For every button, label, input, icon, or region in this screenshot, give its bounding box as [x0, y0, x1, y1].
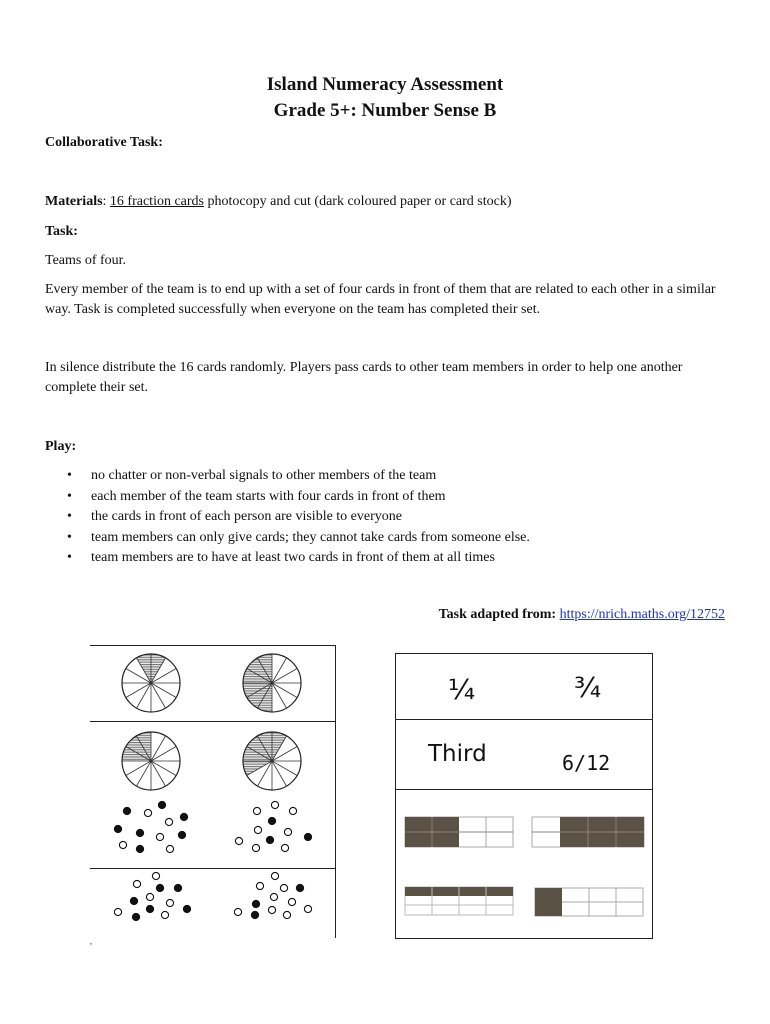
materials-description: photocopy and cut (dark coloured paper or card stock) — [204, 194, 512, 209]
play-rule: • no chatter or non-verbal signals to other members of the team — [45, 466, 530, 487]
sheet-divider — [396, 719, 652, 720]
play-rule: • team members can only give cards; they cannot take cards from someone else. — [45, 528, 530, 549]
right-card-sheet — [395, 653, 653, 939]
card-three-quarters: ¾ — [574, 671, 602, 704]
materials-label: Materials — [45, 194, 103, 209]
sheet-divider — [396, 789, 652, 790]
pie-chart-icon — [241, 652, 303, 714]
play-rules-list — [45, 466, 530, 569]
page-title: Island Numeracy Assessment — [266, 74, 504, 95]
pie-chart-icon — [120, 730, 182, 792]
sheet-divider — [90, 721, 336, 722]
play-rule: • each member of the team starts with four cards in front of them — [45, 487, 530, 508]
nrich-link[interactable]: https://nrich.maths.org/12752 — [559, 607, 725, 622]
sheet-edge — [335, 645, 336, 938]
collaborative-task-heading: Collaborative Task: — [45, 135, 163, 150]
page-mark: , — [90, 937, 92, 946]
adapted-from-label: Task adapted from: — [438, 607, 557, 622]
every-member-text: Every member of the team is to end up with a set of four cards in front of them that are related to each other in a similar way. Task is completed successfully when everyone on the team has completed their set. — [45, 282, 716, 317]
play-rule: • the cards in front of each person are visible to everyone — [45, 507, 530, 528]
teams-text: Teams of four. — [45, 253, 127, 268]
page-subtitle: Grade 5+: Number Sense B — [273, 100, 497, 121]
adapted-from-line — [439, 607, 725, 623]
bar-model-icon — [534, 887, 644, 917]
play-rule: • team members are to have at least two cards in front of them at all times — [45, 548, 530, 569]
pie-chart-icon — [241, 730, 303, 792]
fraction-cards-link[interactable]: 16 fraction cards — [109, 194, 204, 209]
materials-line: Materials: 16 fraction cards photocopy and cut (dark coloured paper or card stock) — [45, 194, 512, 209]
sheet-divider — [90, 645, 336, 646]
silence-text: In silence distribute the 16 cards randomly. Players pass cards to other team members in order to help one another complete their set. — [45, 360, 683, 395]
bar-model-icon — [404, 886, 514, 916]
dot-set-icon — [110, 798, 195, 858]
task-heading: Task: — [45, 224, 78, 239]
card-one-quarter: ¼ — [448, 673, 476, 706]
dot-set-icon — [110, 870, 195, 930]
bar-model-icon — [404, 816, 514, 848]
pie-chart-icon — [120, 652, 182, 714]
play-heading: Play: — [45, 439, 77, 454]
dot-set-icon — [230, 870, 315, 930]
card-six-twelfths: 6/12 — [562, 751, 611, 775]
card-third: Third — [428, 741, 487, 767]
bar-model-icon — [531, 816, 645, 848]
sheet-divider — [90, 868, 336, 869]
dot-set-icon — [230, 798, 315, 858]
